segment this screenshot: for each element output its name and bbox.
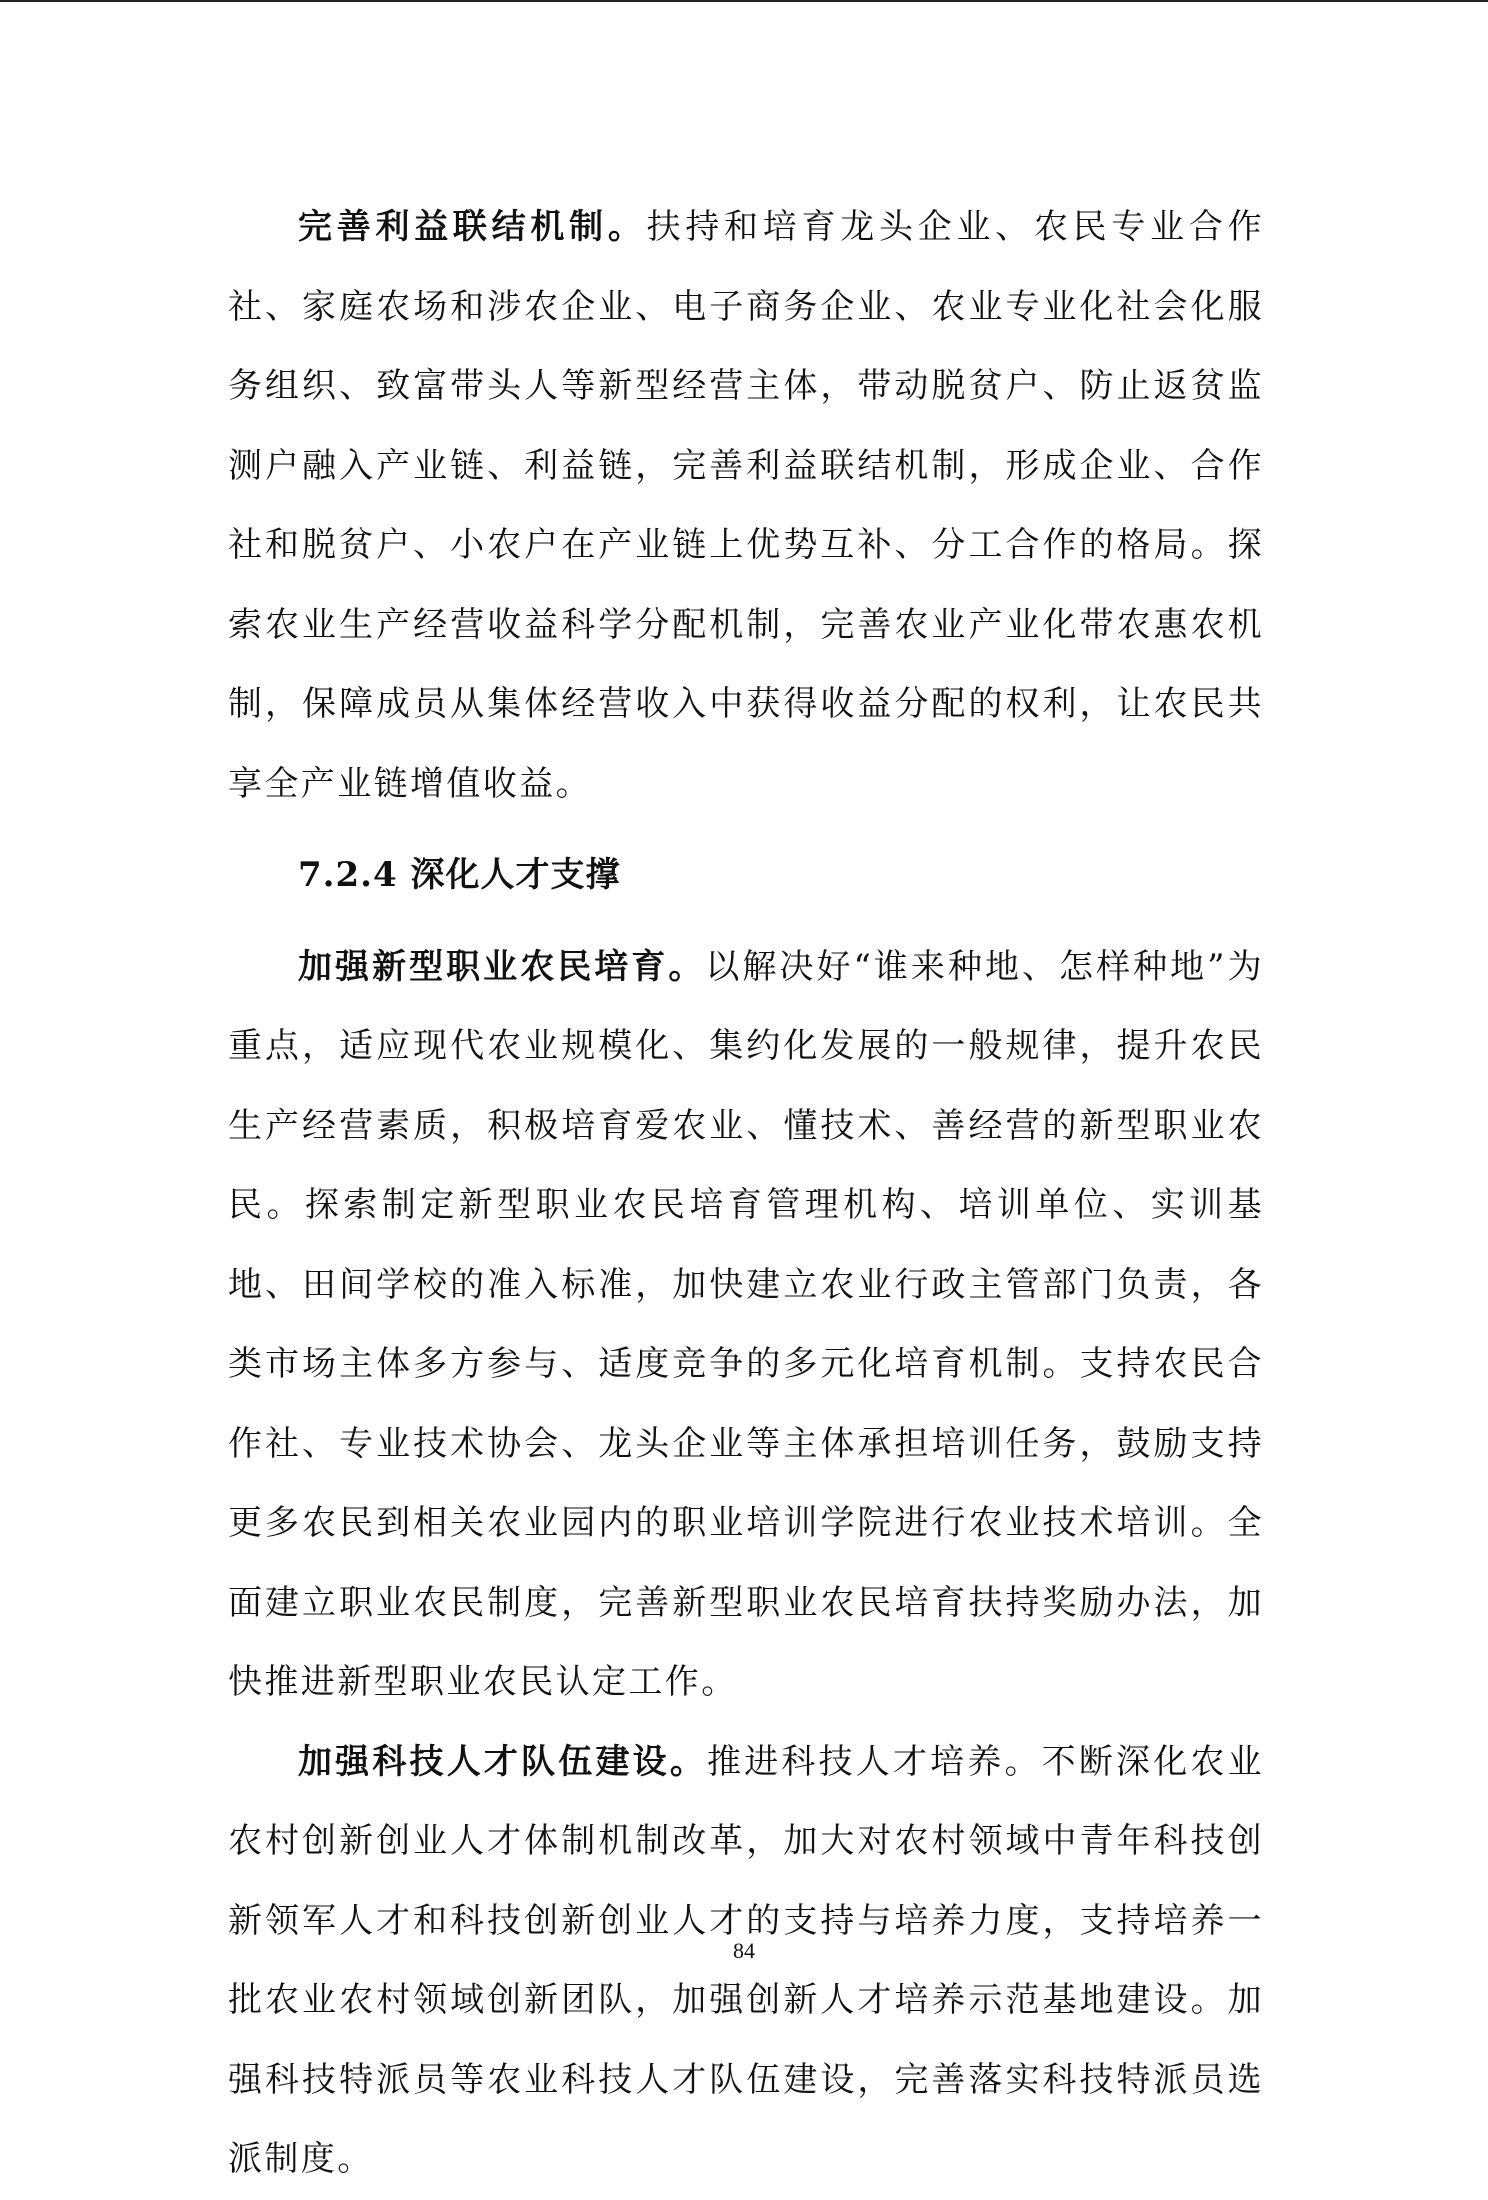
paragraph-benefit-linkage	[228, 188, 1264, 824]
paragraph-text: 推进科技人才培养。不断深化农业农村创新创业人才体制机制改革，加大对农村领域中青年科技创新领军人才和科技创新创业人才的支持与培养力度，支持培养一批农业农村领域创新团队，加强创新人才培养示范基地建设。加强科技特派员等农业科技人才队伍建设，完善落实科技特派员选派制度。	[228, 1741, 1265, 2179]
paragraph-farmer-training	[228, 928, 1264, 1723]
paragraph-lead: 加强新型职业农民培育。	[298, 946, 706, 987]
paragraph-text: 扶持和培育龙头企业、农民专业合作社、家庭农场和涉农企业、电子商务企业、农业专业化社会化服务组织、致富带头人等新型经营主体，带动脱贫户、防止返贫监测户融入产业链、利益链，完善利益联结机制，形成企业、合作社和脱贫户、小农户在产业链上优势互补、分工合作的格局。探索农业生产经营收益科学分配机制，完善农业产业化带农惠农机制，保障成员从集体经营收入中获得收益分配的权利，让农民共享全产业链增值收益。	[228, 207, 1264, 804]
paragraph-text: 以解决好“谁来种地、怎样种地”为重点，适应现代农业规模化、集约化发展的一般规律，提升农民生产经营素质，积极培育爱农业、懂技术、善经营的新型职业农民。探索制定新型职业农民培育管理机构、培训单位、实训基地、田间学校的准入标准，加快建立农业行政主管部门负责，各类市场主体多方参与、适度竞争的多元化培育机制。支持农民合作社、专业技术协会、龙头企业等主体承担培训任务，鼓励支持更多农民到相关农业园内的职业培训学院进行农业技术培训。全面建立职业农民制度，完善新型职业农民培育扶持奖励办法，加快推进新型职业农民认定工作。	[228, 946, 1264, 1702]
page-number: 84	[733, 1938, 755, 1963]
paragraph-lead: 完善利益联结机制。	[298, 207, 647, 247]
section-heading: 7.2.4 深化人才支撑	[298, 855, 621, 895]
page-top-border	[0, 0, 1488, 2]
document-body	[228, 188, 1264, 2200]
paragraph-lead: 加强科技人才队伍建设。	[298, 1741, 708, 1782]
